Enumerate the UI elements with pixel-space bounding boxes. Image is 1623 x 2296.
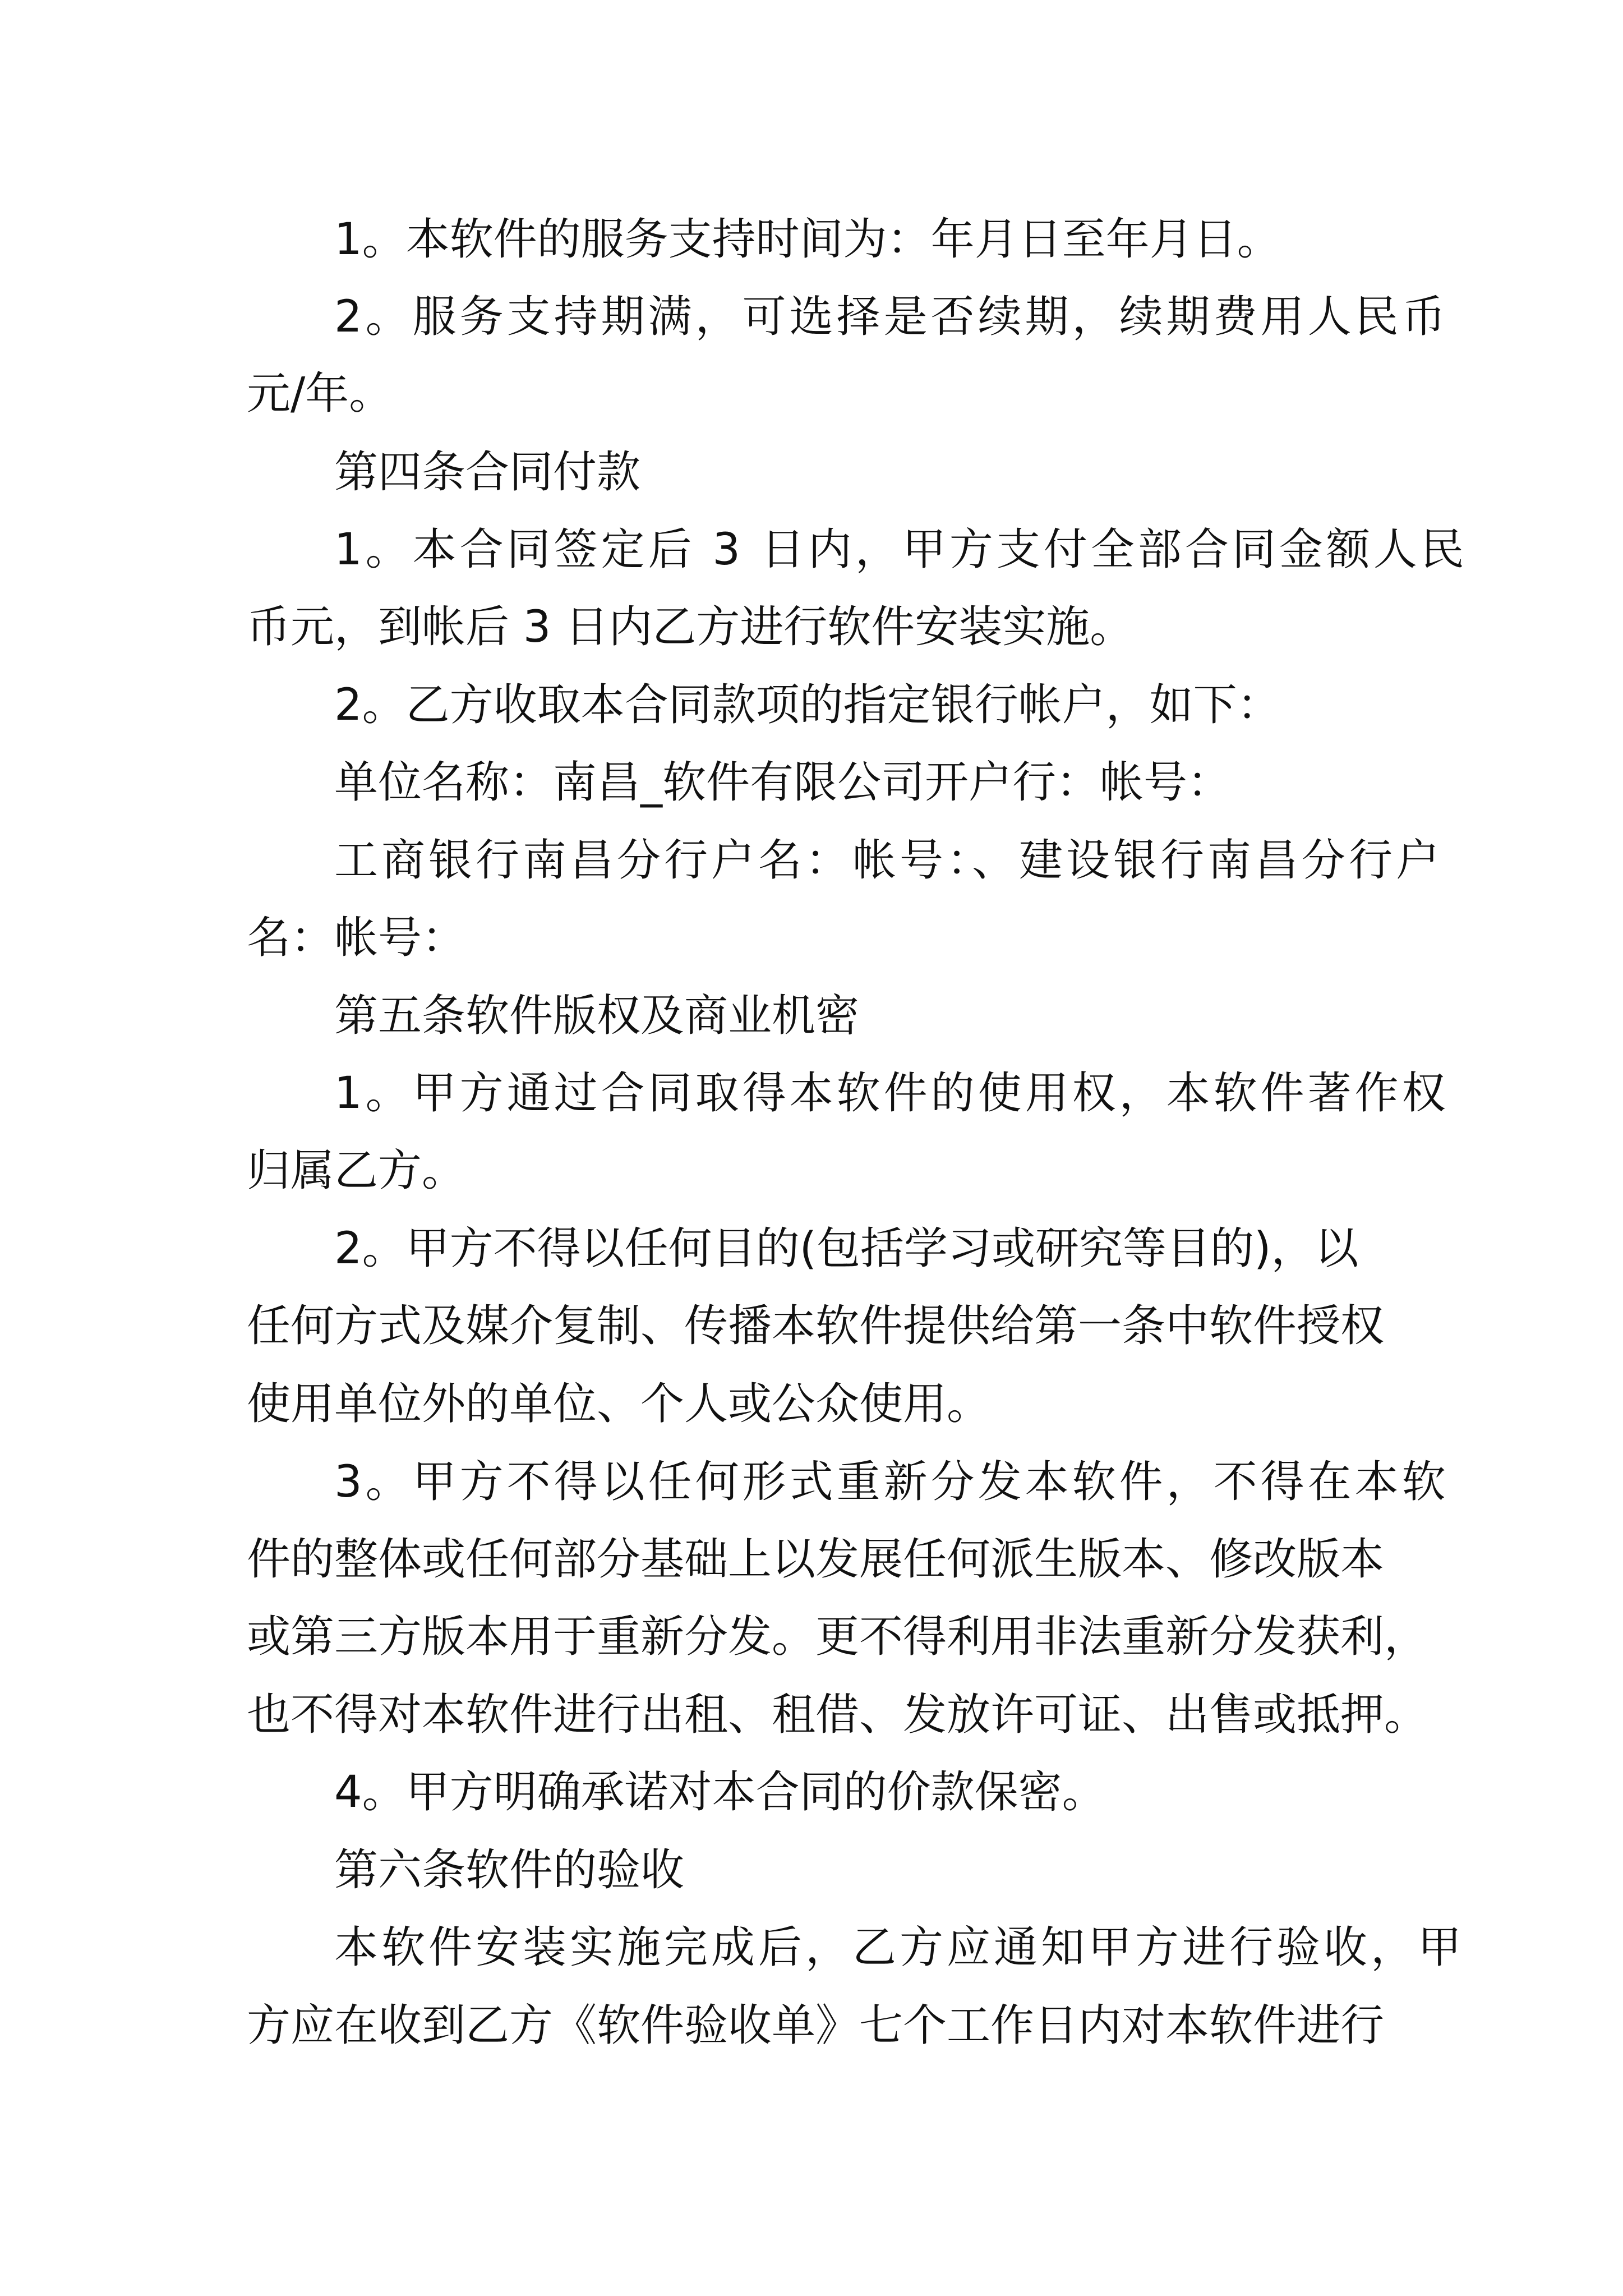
copyright-clause-1: 1。甲方通过合同取得本软件的使用权，本软件著作权 <box>334 1068 1449 1119</box>
copyright-clause-4: 4。甲方明确承诺对本合同的价款保密。 <box>334 1767 1106 1818</box>
payment-clause-2: 2。乙方收取本合同款项的指定银行帐户，如下： <box>334 680 1281 730</box>
article-4-heading: 第四条合同付款 <box>334 447 641 498</box>
acceptance-clause: 本软件安装实施完成后，乙方应通知甲方进行验收，甲 <box>334 1922 1465 1973</box>
copyright-clause-3: 3。甲方不得以任何形式重新分发本软件，不得在本软 <box>334 1457 1449 1507</box>
payment-clause-1-cont: 币元，到帐后 3 日内乙方进行软件安装实施。 <box>247 602 1134 652</box>
service-term-line: 1。本软件的服务支持时间为：年月日至年月日。 <box>334 214 1281 265</box>
copyright-clause-3-cont-a: 件的整体或任何部分基础上以发展任何派生版本、修改版本 <box>247 1534 1385 1585</box>
copyright-clause-2: 2。甲方不得以任何目的(包括学习或研究等目的)，以 <box>334 1223 1359 1274</box>
article-5-heading: 第五条软件版权及商业机密 <box>334 991 860 1041</box>
copyright-clause-2-cont-a: 任何方式及媒介复制、传播本软件提供给第一条中软件授权 <box>247 1301 1385 1351</box>
copyright-clause-3-cont-c: 也不得对本软件进行出租、租借、发放许可证、出售或抵押。 <box>247 1690 1428 1740</box>
renewal-line: 2。服务支持期满，可选择是否续期，续期费用人民币 <box>334 292 1449 342</box>
bank-names-line-cont: 名：帐号： <box>247 913 466 963</box>
copyright-clause-2-cont-b: 使用单位外的单位、个人或公众使用。 <box>247 1379 991 1429</box>
renewal-line-cont: 元/年。 <box>247 369 393 419</box>
bank-names-line: 工商银行南昌分行户名：帐号：、建设银行南昌分行户 <box>334 835 1444 886</box>
acceptance-clause-cont: 方应在收到乙方《软件验收单》七个工作日内对本软件进行 <box>247 2000 1385 2051</box>
article-6-heading: 第六条软件的验收 <box>334 1845 685 1895</box>
copyright-clause-1-cont: 归属乙方。 <box>247 1145 466 1196</box>
bank-account-line: 单位名称：南昌_软件有限公司开户行：帐号： <box>334 757 1232 808</box>
payment-clause-1: 1。本合同签定后 3 日内，甲方支付全部合同金额人民 <box>334 524 1468 575</box>
copyright-clause-3-cont-b: 或第三方版本用于重新分发。更不得利用非法重新分发获利， <box>247 1612 1428 1662</box>
